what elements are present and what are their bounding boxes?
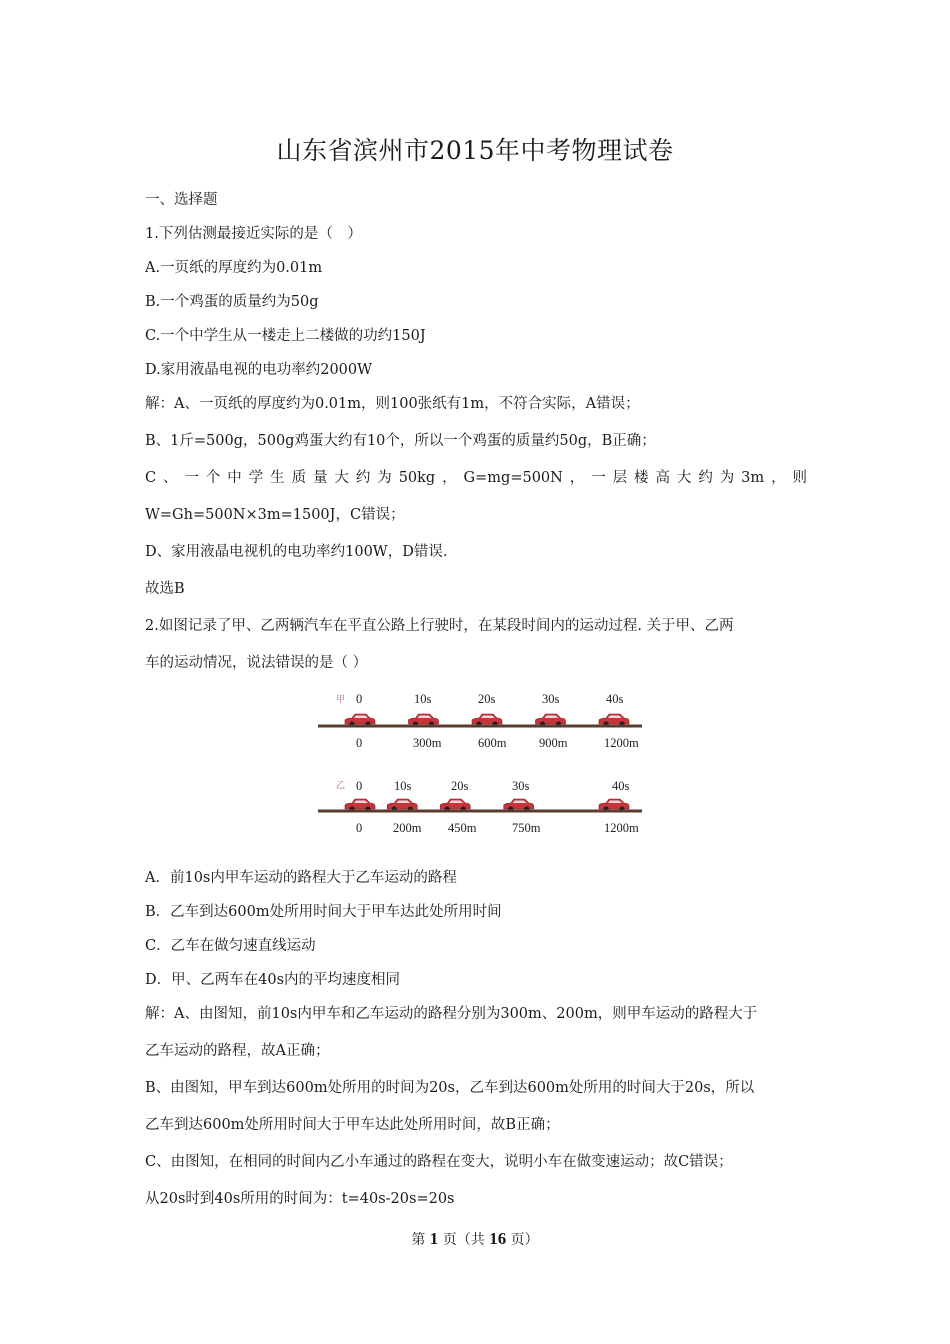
section-heading: 一、选择题 (145, 192, 218, 208)
car-motion-figure (316, 688, 646, 840)
q2-option-b: B．乙车到达600m处所用时间大于甲车达此处所用时间 (145, 904, 502, 920)
jia-distance-label: 900m (539, 736, 568, 750)
q2-stem-line1: 2.如图记录了甲、乙两辆汽车在平直公路上行驶时，在某段时间内的运动过程. 关于甲、乙两 (145, 618, 734, 634)
exam-content (145, 188, 807, 685)
footer-prefix: 第 (411, 1232, 426, 1248)
q2-solution-line: 乙车到达600m处所用时间大于甲车达此处所用时间，故B正确； (145, 1117, 560, 1133)
footer-middle: 页（共 (442, 1232, 485, 1248)
q1-solution-line: B、1斤=500g，500g鸡蛋大约有10个，所以一个鸡蛋的质量约50g，B正确； (145, 433, 656, 449)
q1-option-b: B.一个鸡蛋的质量约为50g (145, 294, 319, 310)
jia-time-label: 0 (356, 692, 363, 706)
q1-option-c: C.一个中学生从一楼走上二楼做的功约150J (145, 328, 426, 344)
footer-page-number: 1 (429, 1229, 439, 1248)
jia-time-label: 40s (606, 692, 624, 706)
q2-solution-line: B、由图知，甲车到达600m处所用的时间为20s，乙车到达600m处所用的时间大于20s，所以 (145, 1080, 755, 1096)
jia-row-label: 甲 (336, 695, 346, 705)
yi-distance-label: 750m (512, 821, 541, 835)
footer-suffix: 页） (510, 1232, 539, 1248)
q1-solution-text: C、一个中学生质量大约为50kg，G=mg=500N，一层楼高大约为3m，则 (145, 470, 807, 486)
yi-distance-label: 1200m (604, 821, 639, 835)
q2-solution-line: 解：A、由图知，前10s内甲车和乙车运动的路程分别为300m、200m，则甲车运动的路程大于 (145, 1006, 758, 1022)
yi-time-label: 10s (394, 779, 412, 793)
yi-time-label: 0 (356, 779, 363, 793)
q2-stem-line2: 车的运动情况，说法错误的是（ ） (145, 655, 368, 671)
page-footer (0, 1229, 950, 1249)
yi-time-label: 40s (612, 779, 630, 793)
q1-stem: 1.下列估测最接近实际的是（ ） (145, 226, 362, 242)
jia-distance-label: 0 (356, 736, 363, 750)
q1-option-d: D.家用液晶电视的电功率约2000W (145, 362, 373, 378)
yi-distance-label: 0 (356, 821, 363, 835)
yi-distance-label: 450m (448, 821, 477, 835)
page-title: 山东省滨州市2015年中考物理试卷 (276, 136, 674, 165)
q1-answer: 故选B (145, 581, 185, 597)
q2-option-d: D．甲、乙两车在40s内的平均速度相同 (145, 972, 401, 988)
q2-option-a: A．前10s内甲车运动的路程大于乙车运动的路程 (145, 870, 457, 886)
q1-solution-line: D、家用液晶电视机的电功率约100W，D错误. (145, 544, 448, 560)
footer-total-pages: 16 (489, 1229, 507, 1248)
jia-time-label: 20s (478, 692, 496, 706)
q1-solution-line-justified (145, 466, 807, 503)
jia-distance-label: 300m (413, 736, 442, 750)
jia-distance-label: 1200m (604, 736, 639, 750)
jia-time-label: 10s (414, 692, 432, 706)
yi-time-label: 20s (451, 779, 469, 793)
q1-option-a: A.一页纸的厚度约为0.01m (145, 260, 323, 276)
q1-solution-line: 解：A、一页纸的厚度约为0.01m，则100张纸有1m，不符合实际，A错误； (145, 396, 640, 412)
yi-distance-label: 200m (393, 821, 422, 835)
q1-solution-line: W=Gh=500N×3m=1500J，C错误； (145, 507, 405, 523)
q2-solution-line: C、由图知，在相同的时间内乙小车通过的路程在变大，说明小车在做变速运动；故C错误； (145, 1154, 733, 1170)
jia-time-label: 30s (542, 692, 560, 706)
q2-solution-line: 从20s时到40s所用的时间为：t=40s-20s=20s (145, 1191, 455, 1207)
yi-time-label: 30s (512, 779, 530, 793)
car-motion-diagram (316, 688, 646, 840)
yi-row-label: 乙 (336, 781, 346, 791)
q2-content (145, 866, 807, 1224)
q2-option-c: C．乙车在做匀速直线运动 (145, 938, 316, 954)
jia-distance-label: 600m (478, 736, 507, 750)
q2-solution-line: 乙车运动的路程，故A正确； (145, 1043, 330, 1059)
